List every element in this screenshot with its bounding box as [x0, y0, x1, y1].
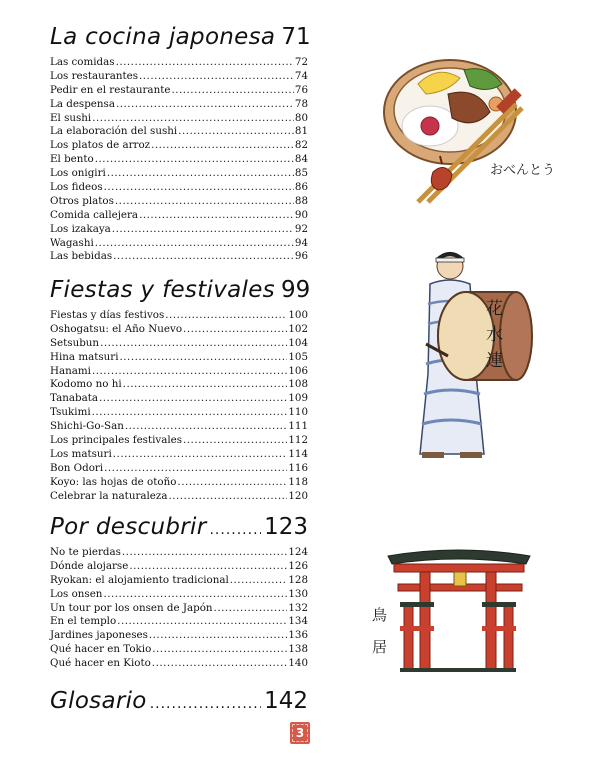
leader-dots	[123, 378, 288, 392]
entry-label: El bento	[50, 153, 94, 166]
leader-dots	[139, 70, 294, 84]
entry-label: Los izakaya	[50, 222, 111, 235]
entry-label: No te pierdas	[50, 546, 121, 558]
entry-page: 90	[294, 208, 308, 221]
entry-page: 138	[288, 643, 308, 656]
entry-page: 140	[288, 657, 308, 670]
entry-page: 86	[294, 181, 308, 194]
entry-label: Wagashi	[50, 236, 94, 249]
section-page: 123	[264, 514, 308, 540]
entry-page: 72	[294, 56, 308, 68]
toc-entry	[50, 125, 308, 139]
toc-entry	[50, 546, 308, 560]
entry-label: Los onsen	[50, 587, 103, 600]
entry-page: 111	[288, 420, 308, 433]
leader-dots	[92, 406, 288, 420]
entry-label: Dónde alojarse	[50, 559, 129, 572]
entry-page: 104	[288, 336, 308, 349]
leader-dots	[113, 448, 288, 462]
leader-dots	[95, 237, 294, 251]
entry-label: Koyo: las hojas de otoño	[50, 475, 177, 488]
leader-dots	[117, 615, 287, 629]
toc-entry	[50, 588, 308, 602]
torii-caption-2: 居	[372, 638, 388, 656]
entry-label: Qué hacer en Tokio	[50, 643, 152, 656]
leader-dots	[95, 153, 294, 167]
entry-page: 130	[288, 587, 308, 600]
toc-entry	[50, 420, 308, 434]
toc-entry	[50, 56, 308, 70]
entry-label: Fiestas y días festivos	[50, 309, 165, 321]
entry-page: 102	[288, 322, 308, 335]
entry-page: 114	[288, 447, 308, 460]
toc-entry	[50, 112, 308, 126]
toc-entry	[50, 378, 308, 392]
toc-entry	[50, 560, 308, 574]
section-heading	[50, 24, 311, 50]
leader-dots	[104, 462, 287, 476]
toc-entry	[50, 309, 308, 323]
section-page: 142	[264, 688, 308, 714]
entry-label: Qué hacer en Kioto	[50, 657, 151, 670]
section-heading	[50, 688, 308, 714]
entry-page: 84	[294, 153, 308, 166]
entry-label: Comida callejera	[50, 208, 139, 221]
entry-label: Pedir en el restaurante	[50, 83, 171, 96]
toc-entry	[50, 181, 308, 195]
leader-dots	[139, 209, 294, 223]
leader-dots	[120, 351, 288, 365]
entry-label: Los restaurantes	[50, 69, 139, 82]
leader-dots	[152, 657, 288, 671]
leader-dots	[150, 696, 261, 712]
entry-label: Los fideos	[50, 181, 103, 194]
drum-kanji-1: 花	[486, 299, 503, 319]
entry-page: 96	[294, 250, 308, 263]
entry-label: Un tour por los onsen de Japón	[50, 601, 213, 614]
toc-section-glosario	[50, 688, 308, 714]
toc-entry	[50, 462, 308, 476]
leader-dots	[92, 112, 294, 126]
leader-dots	[122, 546, 287, 560]
toc-entry	[50, 657, 308, 671]
entry-label: Tanabata	[50, 392, 98, 405]
drum-kanji-2: 水	[486, 325, 503, 345]
entry-page: 76	[294, 83, 308, 96]
entry-label: La despensa	[50, 97, 115, 110]
leader-dots	[183, 434, 287, 448]
section-heading	[50, 514, 308, 540]
leader-dots	[107, 167, 294, 181]
toc-entry	[50, 250, 308, 264]
entry-page: 80	[294, 111, 308, 124]
toc-entry	[50, 643, 308, 657]
leader-dots	[113, 250, 294, 264]
section-title: Glosario	[50, 688, 147, 714]
toc-entry	[50, 323, 308, 337]
entry-label: Hanami	[50, 364, 91, 377]
toc-entry	[50, 139, 308, 153]
leader-dots	[104, 181, 294, 195]
toc-section-fiestas	[50, 277, 311, 503]
entry-page: 132	[288, 601, 308, 614]
entry-label: Los platos de arroz	[50, 139, 151, 152]
leader-dots	[112, 223, 294, 237]
leader-dots	[230, 574, 288, 588]
leader-dots	[103, 588, 287, 602]
entry-label: La elaboración del sushi	[50, 125, 178, 138]
section-page: 99	[280, 277, 311, 303]
toc-entry	[50, 223, 308, 237]
entry-label: Ryokan: el alojamiento tradicional	[50, 573, 229, 586]
torii-caption-1: 鳥	[372, 606, 388, 624]
entry-label: Kodomo no hi	[50, 378, 122, 391]
entry-label: El sushi	[50, 111, 92, 124]
leader-dots	[99, 392, 287, 406]
toc-entry	[50, 392, 308, 406]
leader-dots	[129, 560, 287, 574]
entry-page: 110	[288, 406, 308, 419]
leader-dots	[165, 309, 287, 323]
entry-label: Setsubun	[50, 336, 100, 349]
entry-page: 82	[294, 139, 308, 152]
entry-page: 126	[288, 559, 308, 572]
entry-page: 118	[288, 475, 308, 488]
toc-entry	[50, 615, 308, 629]
section-title: La cocina japonesa	[50, 24, 276, 50]
entry-label: Los principales festivales	[50, 434, 183, 447]
toc-entry	[50, 70, 308, 84]
toc-section-cocina	[50, 24, 311, 264]
toc-entry	[50, 574, 308, 588]
entry-page: 128	[288, 573, 308, 586]
toc-entry	[50, 209, 308, 223]
leader-dots	[209, 522, 261, 538]
leader-dots	[152, 643, 287, 657]
toc-entry	[50, 98, 308, 112]
leader-dots	[171, 84, 293, 98]
toc-section-descubrir	[50, 514, 308, 671]
entry-page: 124	[288, 546, 308, 558]
toc-entry	[50, 434, 308, 448]
leader-dots	[151, 139, 294, 153]
toc-entry	[50, 84, 308, 98]
entry-page: 105	[288, 350, 308, 363]
toc-entry	[50, 351, 308, 365]
drum-kanji-3: 連	[486, 351, 503, 371]
entry-label: Tsukimi	[50, 406, 91, 419]
entry-list	[50, 309, 308, 503]
entry-label: Las bebidas	[50, 250, 113, 263]
leader-dots	[116, 98, 294, 112]
toc-entry	[50, 490, 308, 504]
leader-dots	[115, 195, 294, 209]
toc-entry	[50, 365, 308, 379]
toc-entry	[50, 195, 308, 209]
toc-entry	[50, 153, 308, 167]
leader-dots	[100, 337, 287, 351]
entry-label: Jardines japoneses	[50, 629, 148, 642]
page-number-badge	[290, 722, 310, 744]
entry-page: 94	[294, 236, 308, 249]
entry-page: 108	[288, 378, 308, 391]
torii-gate-illustration	[368, 540, 548, 680]
entry-page: 92	[294, 222, 308, 235]
entry-label: Los matsuri	[50, 447, 112, 460]
leader-dots	[125, 420, 287, 434]
section-title: Fiestas y festivales	[50, 277, 275, 303]
entry-page: 109	[288, 392, 308, 405]
leader-dots	[183, 323, 287, 337]
entry-page: 78	[294, 97, 308, 110]
bento-box-illustration	[378, 34, 578, 214]
toc-entry	[50, 337, 308, 351]
entry-label: Los onigiri	[50, 167, 106, 180]
entry-list	[50, 546, 308, 671]
entry-page: 100	[288, 309, 308, 321]
entry-page: 106	[288, 364, 308, 377]
entry-page: 134	[288, 615, 308, 628]
toc-entry	[50, 629, 308, 643]
toc-entry	[50, 406, 308, 420]
drummer-illustration	[400, 244, 550, 480]
entry-label: Las comidas	[50, 56, 115, 68]
entry-list	[50, 56, 308, 264]
entry-page: 88	[294, 194, 308, 207]
entry-page: 116	[288, 461, 308, 474]
entry-page: 85	[294, 167, 308, 180]
page-number: 3	[295, 726, 305, 740]
leader-dots	[214, 602, 288, 616]
toc-entry	[50, 602, 308, 616]
toc-entry	[50, 237, 308, 251]
entry-page: 81	[294, 125, 308, 138]
entry-label: En el templo	[50, 615, 117, 628]
leader-dots	[92, 365, 287, 379]
leader-dots	[178, 125, 294, 139]
toc-entry	[50, 448, 308, 462]
entry-label: Shichi-Go-San	[50, 420, 124, 433]
entry-label: Otros platos	[50, 194, 114, 207]
entry-label: Celebrar la naturaleza	[50, 489, 168, 502]
entry-label: Oshogatsu: el Año Nuevo	[50, 322, 183, 335]
leader-dots	[177, 476, 287, 490]
toc-entry	[50, 167, 308, 181]
section-title: Por descubrir	[50, 514, 207, 540]
leader-dots	[149, 629, 287, 643]
entry-label: Bon Odori	[50, 461, 104, 474]
entry-page: 112	[288, 434, 308, 447]
section-page: 71	[281, 24, 311, 50]
entry-page: 120	[288, 489, 308, 502]
bento-caption: おべんとう	[490, 163, 556, 178]
entry-page: 136	[288, 629, 308, 642]
entry-page: 74	[294, 69, 308, 82]
leader-dots	[116, 56, 294, 70]
toc-entry	[50, 476, 308, 490]
section-heading	[50, 277, 311, 303]
entry-label: Hina matsuri	[50, 350, 119, 363]
leader-dots	[168, 490, 287, 504]
